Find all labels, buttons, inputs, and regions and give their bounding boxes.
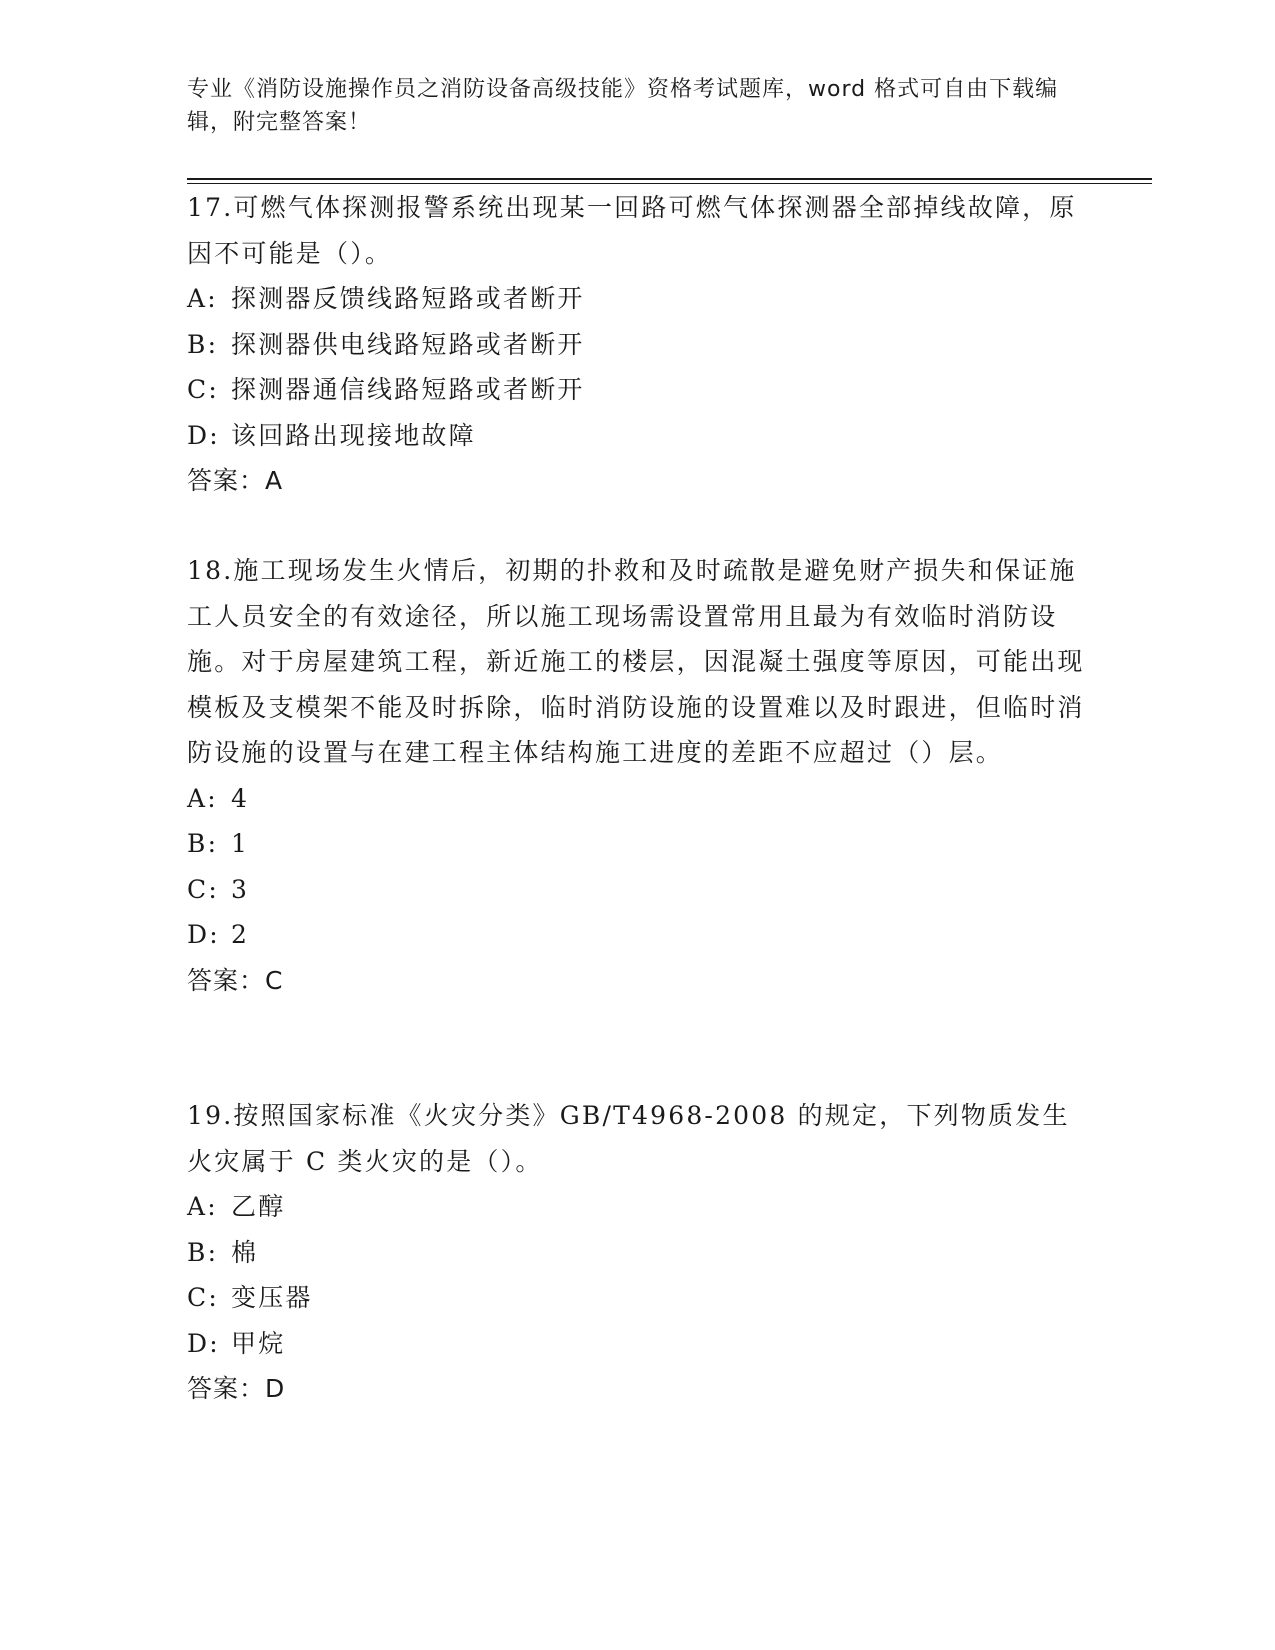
- option-text: 甲烷: [231, 1328, 286, 1358]
- question-18: [187, 548, 1087, 1003]
- option-key: B:: [187, 829, 219, 858]
- option-d: [187, 912, 1087, 958]
- option-text: 棉: [231, 1237, 259, 1267]
- option-text: 探测器反馈线路短路或者断开: [231, 284, 585, 313]
- answer-line: 答案：A: [187, 466, 284, 495]
- option-d: [187, 413, 1087, 459]
- option-key: D:: [187, 420, 220, 450]
- option-key: D:: [187, 1328, 220, 1358]
- option-text: 2: [231, 920, 250, 949]
- option-text: 探测器通信线路短路或者断开: [231, 375, 585, 404]
- question-19: [187, 1093, 1087, 1412]
- option-b: [187, 1230, 1087, 1276]
- option-a: [187, 1184, 1087, 1230]
- option-text: 4: [231, 783, 250, 813]
- option-text: 乙醇: [231, 1192, 286, 1221]
- option-text: 变压器: [231, 1283, 313, 1312]
- option-key: D:: [187, 920, 220, 949]
- option-b: [187, 322, 1087, 368]
- header-rule-thin: [187, 183, 1152, 184]
- question-stem: 17.可燃气体探测报警系统出现某一回路可燃气体探测器全部掉线故障，原因不可能是（）。: [187, 193, 1077, 268]
- option-text: 1: [231, 829, 250, 858]
- header-rule-thick: [187, 178, 1152, 180]
- option-text: 3: [231, 874, 250, 904]
- option-c: [187, 867, 1087, 913]
- option-d: [187, 1321, 1087, 1367]
- question-17: [187, 185, 1087, 504]
- option-key: C:: [187, 874, 219, 904]
- option-key: A:: [187, 1192, 218, 1221]
- option-c: [187, 1275, 1087, 1321]
- option-key: A:: [187, 783, 218, 813]
- option-key: C:: [187, 1283, 219, 1312]
- option-text: 探测器供电线路短路或者断开: [231, 329, 585, 359]
- option-a: [187, 276, 1087, 322]
- question-stem: 19.按照国家标准《火灾分类》GB/T4968-2008 的规定，下列物质发生火灾属于 C 类火灾的是（）。: [187, 1101, 1070, 1176]
- document-header: 专业《消防设施操作员之消防设备高级技能》资格考试题库，word 格式可自由下载编辑，附完整答案！: [187, 77, 1059, 135]
- option-key: C:: [187, 375, 219, 404]
- answer-line: 答案：D: [187, 1374, 286, 1403]
- option-c: [187, 367, 1087, 413]
- option-key: B:: [187, 329, 219, 359]
- option-key: B:: [187, 1237, 219, 1267]
- option-b: [187, 821, 1087, 867]
- answer-line: 答案：C: [187, 965, 284, 995]
- option-a: [187, 776, 1087, 822]
- option-text: 该回路出现接地故障: [231, 420, 476, 450]
- question-stem: 18.施工现场发生火情后，初期的扑救和及时疏散是避免财产损失和保证施工人员安全的有效途径，所以施工现场需设置常用且最为有效临时消防设施。对于房屋建筑工程，新近施工的楼层，因混凝土强度等原因，可能出现模板及支模架不能及时拆除，临时消防设施的设置难以及时跟进，但临时消防设施的设置与在建工程主体结构施工进度的差距不应超过（）层。: [187, 556, 1085, 767]
- option-key: A:: [187, 284, 218, 313]
